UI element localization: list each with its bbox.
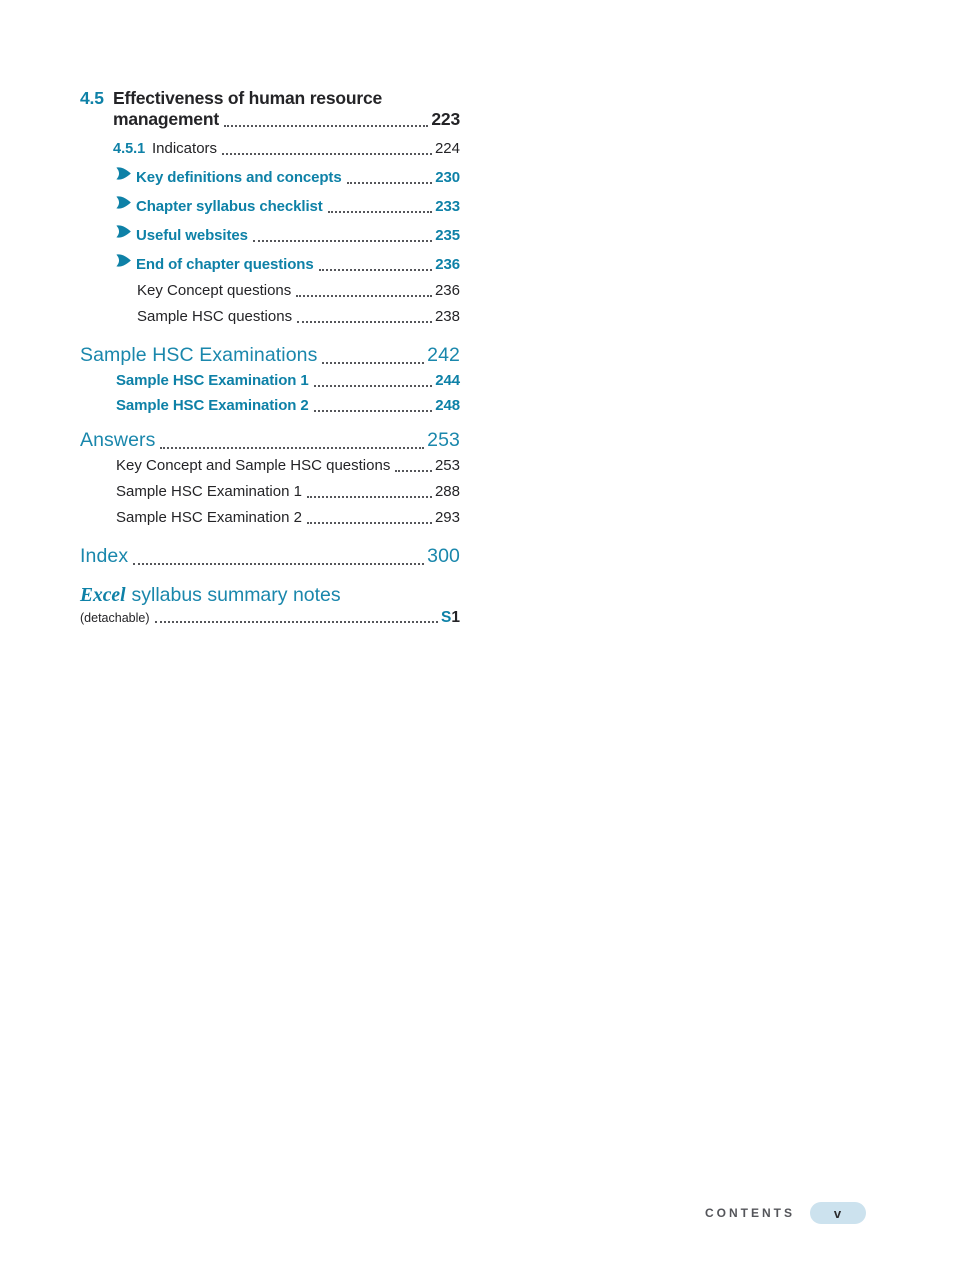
toc-entry-bullet: [80, 166, 460, 187]
page-number: 253: [427, 429, 460, 451]
page-number: 244: [435, 372, 460, 389]
section-title-line1: Effectiveness of human resource: [113, 88, 383, 108]
section-number: 4.5: [80, 88, 104, 108]
page-number: 236: [435, 256, 460, 273]
table-of-contents: [80, 88, 460, 626]
dotted-leader: [222, 153, 432, 155]
dotted-leader: [297, 321, 432, 323]
page-number: 233: [435, 198, 460, 215]
dotted-leader: [296, 295, 432, 297]
bullet-arrow-icon: [115, 195, 132, 215]
bullet-arrow-icon: [115, 224, 132, 244]
dotted-leader: [319, 269, 433, 271]
page-number: 253: [434, 457, 460, 474]
page-number: 235: [435, 227, 460, 244]
footer-section-label: CONTENTS: [705, 1206, 795, 1220]
toc-section-excel-notes: [80, 584, 460, 607]
subsection-label: Indicators: [152, 140, 218, 157]
dotted-leader: [224, 125, 428, 127]
dotted-leader: [395, 470, 432, 472]
page-prefix: S: [441, 609, 452, 626]
entry-label: Sample HSC Examination 1: [116, 483, 302, 500]
section-title: Sample HSC Examinations: [80, 344, 318, 366]
toc-entry-plain: [80, 308, 460, 326]
bullet-label: End of chapter questions: [136, 256, 314, 273]
page-number: 224: [434, 140, 460, 157]
bullet-arrow-icon: [115, 253, 132, 273]
folio-page-number: v: [833, 1205, 843, 1221]
dotted-leader: [314, 410, 433, 412]
dotted-leader: [253, 240, 432, 242]
excel-notes-title: syllabus summary notes: [131, 584, 341, 606]
dotted-leader: [307, 522, 432, 524]
toc-entry-plain: [80, 282, 460, 300]
dotted-leader: [155, 621, 439, 623]
page-number: 300: [427, 545, 460, 567]
dotted-leader: [307, 496, 432, 498]
page-digit: 1: [451, 609, 460, 626]
dotted-leader: [133, 563, 424, 565]
entry-label: Sample HSC Examination 2: [116, 509, 302, 526]
toc-section-exams: [80, 344, 460, 367]
toc-entry-main-line2: [80, 109, 460, 130]
toc-entry-bullet: [80, 195, 460, 216]
toc-entry-exam: [80, 372, 460, 390]
page-number: 230: [435, 169, 460, 186]
page-number: [441, 610, 460, 626]
entry-label: Key Concept and Sample HSC questions: [116, 457, 391, 474]
detachable-label: (detachable): [80, 611, 150, 625]
page-number: 242: [427, 344, 460, 366]
page-number: 238: [434, 308, 460, 325]
section-title: Index: [80, 545, 129, 567]
subsection-number: 4.5.1: [113, 141, 146, 157]
toc-entry-bullet: [80, 253, 460, 274]
bullet-label: Key definitions and concepts: [136, 169, 342, 186]
section-title: Answers: [80, 429, 156, 451]
page-number: 236: [434, 282, 460, 299]
page-number: 288: [434, 483, 460, 500]
toc-section-index: [80, 545, 460, 568]
excel-brand-wordmark: Excel: [80, 585, 126, 606]
toc-entry-detachable: [80, 610, 460, 626]
toc-entry-plain: [80, 483, 460, 501]
dotted-leader: [328, 211, 433, 213]
entry-label: Sample HSC Examination 2: [116, 397, 309, 414]
entry-label: Sample HSC Examination 1: [116, 372, 309, 389]
entry-label: Key Concept questions: [137, 282, 292, 299]
bullet-label: Useful websites: [136, 227, 248, 244]
page-number: 223: [431, 109, 460, 129]
toc-entry-exam: [80, 397, 460, 415]
section-title-line2: management: [113, 109, 219, 129]
toc-section-answers: [80, 429, 460, 452]
toc-entry-bullet: [80, 224, 460, 245]
entry-label: Sample HSC questions: [137, 308, 293, 325]
dotted-leader: [160, 447, 424, 449]
bullet-label: Chapter syllabus checklist: [136, 198, 323, 215]
bullet-arrow-icon: [115, 166, 132, 186]
toc-entry-sub: [80, 140, 460, 158]
toc-entry-main: [80, 88, 460, 109]
dotted-leader: [314, 385, 433, 387]
page-number: 248: [435, 397, 460, 414]
page-footer: [705, 1202, 866, 1224]
toc-entry-plain: [80, 457, 460, 475]
page-number: 293: [434, 509, 460, 526]
folio-pill: [810, 1202, 866, 1224]
dotted-leader: [322, 362, 424, 364]
dotted-leader: [347, 182, 433, 184]
toc-entry-plain: [80, 509, 460, 527]
